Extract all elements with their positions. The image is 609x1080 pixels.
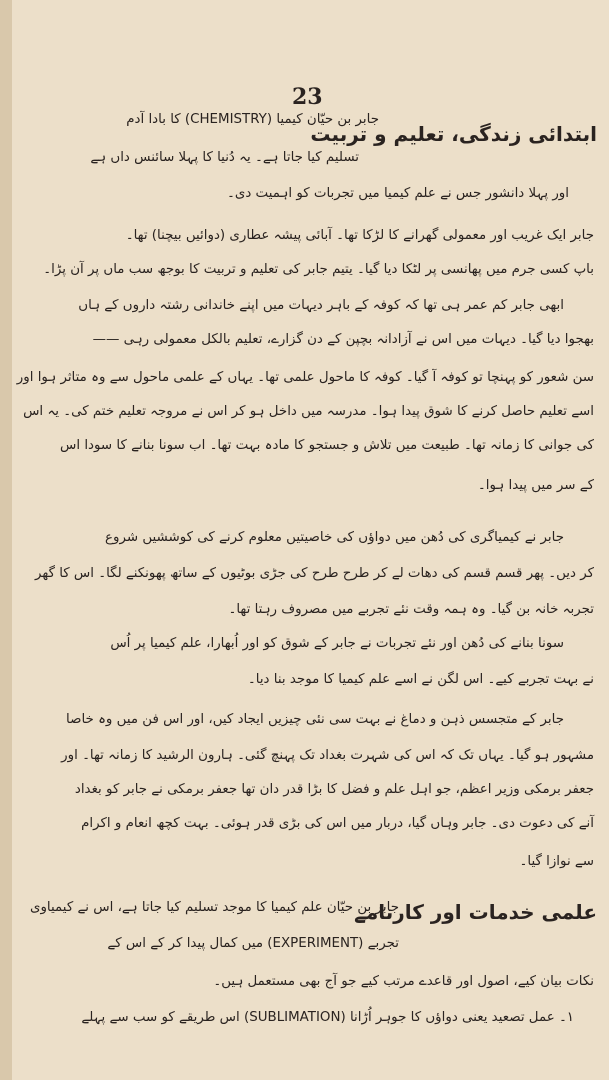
text-line: تجربہ خانہ بن گیا۔ وہ ہمہ وقت نئے تجربے میں مصروف رہتا تھا۔	[228, 602, 594, 617]
text-line: اور پہلا دانشور جس نے علم کیمیا میں تجربات کو اہمیت دی۔	[227, 186, 569, 201]
text-line: جابر نے کیمیاگری کی دُھن میں دواؤں کی خاصیتیں معلوم کرنے کی کوششیں شروع	[105, 530, 564, 545]
text-line: کر دیں۔ پھر قسم قسم کی دھات لے کر طرح طرح کی جڑی بوٹیوں کے ساتھ پھونکنے لگا۔ اس کا گھر	[35, 566, 594, 581]
text-line: جابر ایک غریب اور معمولی گھرانے کا لڑکا تھا۔ آبائی پیشہ عطاری (دوائیں بیچنا) تھا۔	[125, 228, 594, 243]
text-line: سونا بنانے کی دُھن اور نئے تجربات نے جابر کے شوق کو اور اُبھارا، علم کیمیا پر اُس	[110, 636, 564, 651]
text-line: آنے کی دعوت دی۔ جابر وہاں گیا، دربار میں اس کی بڑی قدر ہوئی۔ بہت کچھ انعام و اکرام	[81, 816, 594, 831]
section-heading-contributions: علمی خدمات اور کارنامے	[354, 900, 597, 924]
text-line	[107, 934, 399, 954]
text-line: نکات بیان کیے، اصول اور قاعدے مرتب کیے جو آج بھی مستعمل ہیں۔	[213, 974, 594, 989]
text-line: نے بہت تجربے کیے۔ اس لگن نے اسے علم کیمیا کا موجد بنا دیا۔	[247, 672, 594, 687]
page-number: 23	[292, 84, 323, 110]
text-line: جابر بن حیّان علم کیمیا کا موجد تسلیم کیا جاتا ہے، اس نے کیمیاوی	[29, 900, 399, 915]
text-line: بھجوا دیا گیا۔ دیہات میں اس نے آزادانہ بچپن کے دن گزارے، تعلیم بالکل معمولی رہی ——	[92, 332, 594, 347]
line-text: جابر بن حیّان کیمیا (CHEMISTRY) کا بادا آدم	[126, 112, 379, 127]
text-line: جعفر برمکی وزیر اعظم، جو اہل علم و فضل کا بڑا قدر دان تھا جعفر برمکی نے جابر کو بغداد	[74, 782, 594, 797]
text-line: تسلیم کیا جاتا ہے۔ یہ دُنیا کا پہلا سائنس داں ہے	[90, 150, 359, 165]
text-line: جابر کے متجسس ذہن و دماغ نے بہت سی نئی چیزیں ایجاد کیں، اور اس فن میں وہ خاصا	[66, 712, 564, 727]
text-line: مشہور ہو گیا۔ یہاں تک کہ اس کی شہرت بغداد تک پہنچ گئی۔ ہارون الرشید کا زمانہ تھا۔ اور	[61, 748, 594, 763]
text-line: ۱۔ عمل تصعید یعنی دواؤں کا جوہر اُڑانا (SUBLIMATION) اس طریقے کو سب سے پہلے	[81, 1010, 574, 1025]
text-line	[126, 110, 379, 130]
text-line: ابھی جابر کم عمر ہی تھا کہ کوفہ کے باہر دیہات میں اپنے خاندانی رشتہ داروں کے ہاں	[78, 298, 564, 313]
text-line: باپ کسی جرم میں پھانسی پر لٹکا دیا گیا۔ یتیم جابر کی تعلیم و تربیت کا بوجھ سب ماں پر آن پڑا۔	[43, 262, 594, 277]
text-line: کی جوانی کا زمانہ تھا۔ طبیعت میں تلاش و جستجو کا مادہ بہت تھا۔ اب سونا بنانے کا سودا اس	[60, 438, 594, 453]
section-heading-early-life: ابتدائی زندگی، تعلیم و تربیت	[310, 122, 597, 146]
page-gutter	[0, 0, 12, 1080]
text-line: کے سر میں پیدا ہوا۔	[477, 478, 594, 493]
text-line: سن شعور کو پہنچا تو کوفہ آ گیا۔ کوفہ کا ماحول علمی تھا۔ یہاں کے علمی ماحول سے وہ متاثر ہوا اور	[16, 370, 594, 385]
text-line: اسے تعلیم حاصل کرنے کا شوق پیدا ہوا۔ مدرسہ میں داخل ہو کر اس نے مروجہ تعلیم ختم کی۔ یہ اس	[23, 404, 594, 419]
text-line: سے نوازا گیا۔	[519, 854, 594, 869]
line-text: تجربے (EXPERIMENT) میں کمال پیدا کر کے اس کے	[107, 936, 399, 951]
